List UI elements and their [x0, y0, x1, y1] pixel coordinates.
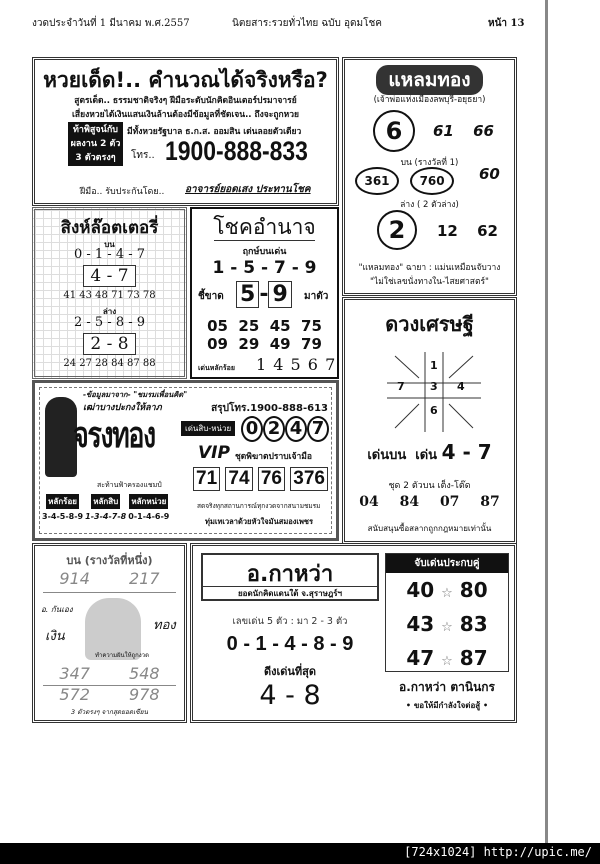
tagline: เฒ่าบางปะกงให้ลาภ	[83, 403, 162, 413]
star-icon: ☆	[441, 586, 453, 601]
col-value: 3-4-5-8-9	[42, 512, 84, 521]
lottery-ad-box	[32, 57, 339, 206]
pair-value: 40	[406, 578, 435, 602]
word: เงิน	[45, 629, 65, 644]
pair-row	[386, 575, 508, 609]
duang-setthi-box	[342, 297, 517, 544]
laemthong-box	[342, 57, 517, 296]
guarantee: ฝีมือ.. รับประกันโดย..	[80, 187, 165, 197]
star-icon: ☆	[441, 654, 453, 669]
pairs: 24 27 28 84 87 88	[63, 358, 156, 369]
label: บน	[104, 240, 115, 249]
pair: 62	[477, 222, 498, 240]
sing-lottery-box	[32, 207, 187, 379]
pair: 61	[433, 122, 454, 140]
label: ชี้ขาด	[198, 291, 224, 302]
col-value: 0-1-4-6-9	[128, 512, 170, 521]
note: "ไม่ใช่เลขนั่งทางใน-ไสยศาสตร์"	[370, 277, 489, 287]
kahwa-box	[190, 543, 517, 723]
subtitle: (เจ้าพ่อแห่งเมืองลพบุรี-อยุธยา)	[373, 95, 486, 105]
divider	[43, 592, 176, 593]
label: เด่นบน เด่น	[367, 448, 438, 463]
digits: 0 - 1 - 4 - 8 - 9	[226, 633, 354, 655]
grid-right: 4	[457, 380, 465, 393]
set-value: 04	[359, 494, 379, 510]
bottom-digit-circle: 2	[377, 210, 417, 250]
phone-number[interactable]: 1900-888-833	[165, 136, 308, 166]
kan-eng-box	[32, 543, 187, 723]
label: ดีงเด่นที่สุด	[263, 665, 317, 678]
box-title: บน (รางวัลที่หนึ่ง)	[66, 554, 153, 567]
signature: อ.กาหว่า ตานินกร	[399, 680, 495, 694]
column-tens	[85, 494, 126, 521]
grid-center: 3	[430, 380, 438, 393]
digits: 1 - 5 - 7 - 9	[212, 258, 317, 278]
note: ทุ่มเทเวลาด้วยหัวใจมันสมองเพชร	[205, 517, 314, 526]
digit-circle: 0	[241, 416, 263, 442]
grid-top: 1	[430, 359, 438, 372]
ad-line: สูตรเด็ด.. ธรรมชาติจริงๆ ฝีมือระดับนักคิดอินเตอร์ปรมาจารย์	[74, 96, 297, 106]
decide-digit: 9	[268, 281, 291, 308]
pairs: 05 25 45 75	[207, 317, 322, 335]
call-prefix: โทร..	[131, 150, 155, 161]
box-title: อ.กาหว่า	[246, 562, 334, 587]
box-title: สิงห์ล๊อตเตอรี่	[60, 218, 159, 238]
caption: ทำความฝันให้ถูกงวด	[95, 652, 149, 659]
subtitle: ยอดนักคิดแดนใต้ จ.สุราษฎร์ฯ	[203, 586, 377, 600]
box-title: โชคอำนาจ	[213, 215, 316, 239]
column-hundreds	[42, 494, 83, 521]
challenge-line: ท้าพิสูจน์กับ	[73, 125, 118, 135]
set-value: 87	[480, 494, 500, 510]
info: เลขเด่น 5 ตัว : มา 2 - 3 ตัว	[232, 616, 348, 627]
watermark-bar	[0, 843, 600, 864]
pair-value: 43	[406, 612, 435, 636]
pair: 66	[473, 122, 494, 140]
vip-number: 76	[258, 467, 285, 491]
number: 572	[59, 685, 90, 704]
challenge-box	[68, 122, 123, 166]
number: 347	[59, 664, 90, 683]
grid-bottom: 6	[430, 404, 438, 417]
ad-line: มีทั้งหวยรัฐบาล ธ.ก.ส. ออมสิน เด่นลอยตัวเดียว	[127, 127, 302, 137]
pairs: 41 43 48 71 73 78	[63, 290, 156, 301]
ad-line: เสี่ยงหวยได้เงินแสนเงินล้านต้องมีข้อมูลที่ชัดเจน.. ถึงจะถูกหวย	[72, 110, 299, 120]
challenge-line: ผลงาน 2 ตัว	[70, 139, 121, 149]
digits: 0 - 1 - 4 - 7	[73, 247, 146, 262]
pair: 60	[479, 165, 500, 183]
pair-value: 83	[459, 612, 488, 636]
pairs-table	[385, 553, 509, 672]
watermark: [724x1024] http://upic.me/	[404, 845, 592, 859]
number: 914	[59, 569, 90, 588]
pick: 2 - 8	[83, 333, 135, 355]
label: มาตัว	[304, 291, 329, 302]
digit-circle: 4	[285, 416, 307, 442]
pairs-title: จับเด่นประกบคู่	[386, 554, 508, 573]
col-label: หลักสิบ	[91, 494, 120, 509]
top-digit-circle: 6	[373, 110, 415, 152]
pair-row	[386, 643, 508, 677]
triple: 760	[410, 167, 454, 195]
wish: • ขอให้มีกำลังใจต่อสู้ •	[405, 701, 489, 710]
page-number: หน้า 13	[488, 18, 525, 29]
label: เด่นหลักร้อย	[198, 364, 235, 372]
pair-row	[386, 609, 508, 643]
motto: สะท้านฟ้าครองแชมป์	[97, 481, 162, 489]
pair: 12	[437, 222, 458, 240]
divider	[214, 240, 315, 241]
col-label: หลักร้อย	[46, 494, 79, 509]
main-value: 4 - 7	[441, 440, 492, 464]
jerng-thong-box	[32, 380, 339, 541]
label: ชุดพิฆาตปราบเจ้ามือ	[235, 452, 312, 462]
note: "แหลมทอง" ฉายา : แม่นเหมือนจับวาง	[358, 263, 501, 273]
col-value: 1-3-4-7-8	[85, 512, 127, 521]
note: สดจริงทุกสถานการณ์ทุกงวดจากสนามชมรม	[197, 502, 321, 510]
pair-value: 87	[459, 646, 488, 670]
label: ล่าง ( 2 ตัวล่าง)	[400, 200, 459, 210]
margin	[551, 0, 600, 843]
number: 978	[129, 685, 160, 704]
author: อาจารย์ยอดเสง ประทานโชค	[185, 184, 311, 195]
disclaimer: สนับสนุนซื้อสลากถูกกฎหมายเท่านั้น	[367, 524, 492, 533]
number: 217	[129, 569, 160, 588]
set-value: 84	[399, 494, 420, 510]
box-title: จรงทอง	[73, 415, 155, 456]
star-icon: ☆	[441, 620, 453, 635]
vip-number: 376	[290, 467, 328, 491]
triple: 361	[355, 167, 399, 195]
source: -ข้อมูลมาจาก- "ชมรมเพื่อนคิด"	[83, 390, 188, 399]
label: ชุด 2 ตัวบน เต็ง-โต๊ด	[388, 481, 471, 491]
chok-amnat-box: โชคอำนาจ ฤกษ์บนเด่น 1 - 5 - 7 - 9 ชี้ขาด 5 - 9 มาตัว 05 25 45 75 09 29 49 79 เด่นหลักร้อย 1 4 5 6 7	[190, 207, 339, 379]
magazine-name: นิตยสาร:รวยทั่วไทย ฉบับ อุดมโชค	[232, 18, 382, 29]
column-units	[128, 494, 169, 521]
label: บน (รางวัลที่ 1)	[400, 158, 459, 168]
vip-number: 74	[225, 467, 252, 491]
digit-circle: 7	[307, 416, 329, 442]
author: อ. กันเอง	[41, 605, 73, 614]
pair-label: เด่นสิบ-หน่วย	[181, 421, 235, 436]
kahwa-title-frame	[201, 553, 379, 601]
set-value: 07	[439, 494, 460, 510]
col-label: หลักหน่วย	[129, 494, 168, 509]
hotline: สรุปโทร.1900-888-613	[211, 403, 328, 414]
vip-number: 71	[193, 467, 220, 491]
challenge-line: 3 ตัวตรงๆ	[75, 153, 116, 163]
pick: 4 - 7	[83, 265, 135, 287]
footer: 3 ตัวตรงๆ จากสุดยอดเซียน	[71, 708, 148, 716]
hundreds: 1 4 5 6 7	[256, 355, 337, 374]
number: 548	[129, 664, 160, 683]
pair-value: 47	[406, 646, 435, 670]
issue-date: งวดประจำวันที่ 1 มีนาคม พ.ศ.2557	[32, 18, 190, 29]
word: ทอง	[153, 618, 176, 633]
decide-digit: 5	[236, 281, 259, 308]
ad-title: หวยเด็ด!.. คำนวณได้จริงหรือ?	[43, 68, 328, 92]
digits: 2 - 5 - 8 - 9	[73, 315, 146, 330]
laemthong-title: แหลมทอง	[376, 65, 482, 95]
pairs: 09 29 49 79	[207, 335, 322, 353]
label: ล่าง	[102, 307, 117, 316]
vip-badge: VIP	[198, 443, 230, 463]
pair-value: 80	[459, 578, 488, 602]
best-pick: 4 - 8	[259, 680, 321, 711]
box-title: ดวงเศรษฐี	[385, 312, 474, 336]
digit-circle: 2	[263, 416, 285, 442]
grid-left: 7	[397, 380, 405, 393]
label: ฤกษ์บนเด่น	[242, 247, 287, 257]
